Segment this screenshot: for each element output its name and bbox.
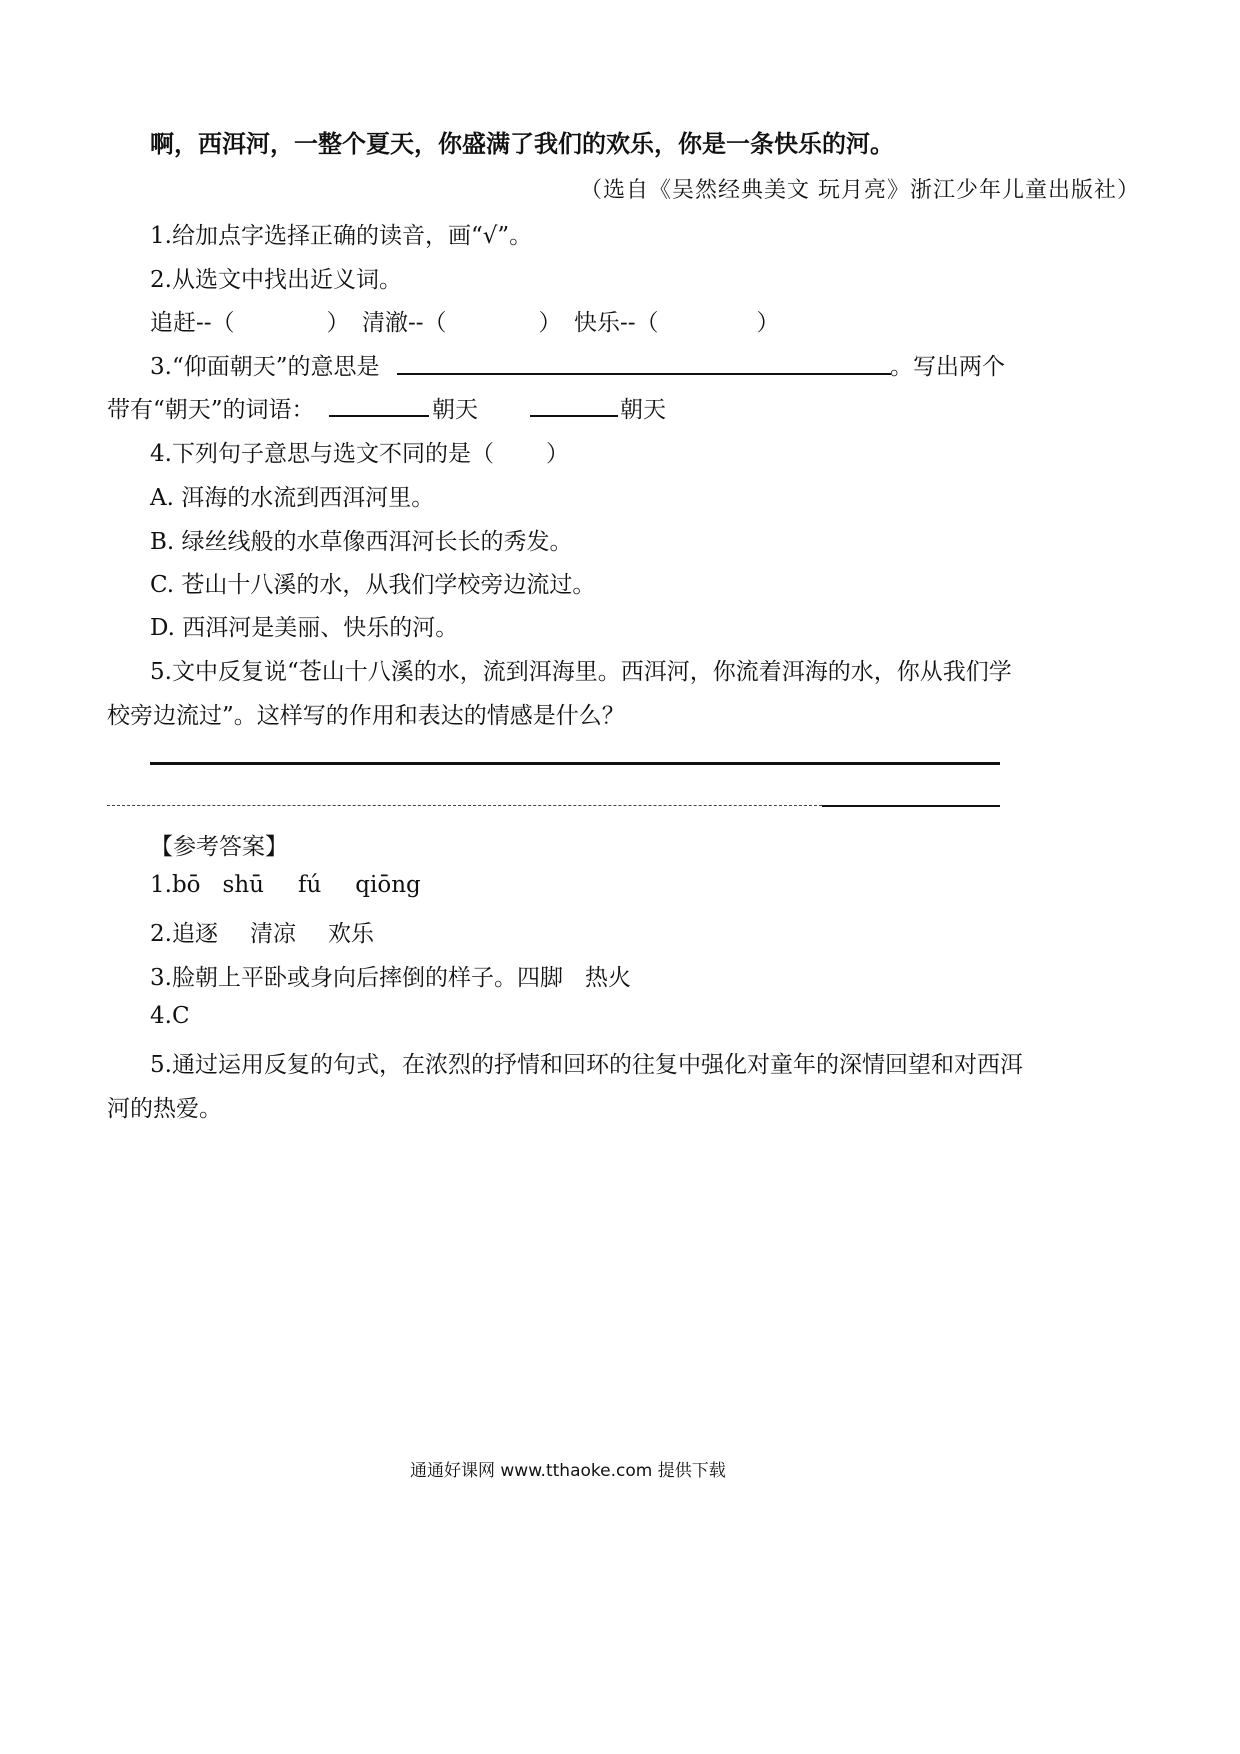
option-b: B. 绿丝线般的水草像西洱河长长的秀发。: [150, 529, 573, 555]
answer-5-line2: 河的热爱。: [107, 1096, 222, 1122]
answer-5-line1: 5.通过运用反复的句式，在浓烈的抒情和回环的往复中强化对童年的深情回望和对西洱: [150, 1052, 1023, 1078]
footer-site-name: 通通好课网: [410, 1461, 495, 1481]
pinyin-3: fú: [297, 872, 322, 898]
chaotian-word-1: 朝天: [432, 397, 478, 423]
question-4: [150, 435, 569, 468]
answer-4: 4.C: [150, 1003, 190, 1029]
question-3-prefix: 3.“仰面朝天”的意思是: [150, 354, 380, 380]
passage-last-line: 啊，西洱河，一整个夏天，你盛满了我们的欢乐，你是一条快乐的河。: [150, 130, 894, 158]
answer-2-word-3: 欢乐: [327, 921, 374, 947]
answer-line-2-solid[interactable]: [822, 805, 1000, 807]
question-5-line2: 校旁边流过”。这样写的作用和表达的情感是什么？: [107, 703, 625, 729]
paren-close: ）: [545, 441, 569, 467]
question-3: [150, 348, 379, 381]
answer-2-word-1: 追逐: [171, 921, 218, 947]
question-3-line2: 带有“朝天”的词语：: [107, 397, 315, 423]
answer-2-word-2: 清凉: [249, 921, 296, 947]
question-2: 2.从选文中找出近义词。: [150, 267, 402, 293]
paren-close: ）: [756, 310, 780, 336]
pinyin-2: shū: [222, 872, 264, 898]
answer-line-2-dashed[interactable]: [107, 805, 822, 806]
answer-1-label: 1.: [150, 872, 172, 898]
chaotian-word-2: 朝天: [620, 397, 666, 423]
answer-2-label: 2.: [150, 921, 172, 947]
footer-url[interactable]: www.tthaoke.com: [500, 1461, 653, 1481]
synonym-item-3: [574, 304, 780, 337]
option-d: D. 西洱河是美丽、快乐的河。: [150, 615, 459, 641]
paren-close: ）: [326, 310, 350, 336]
synonym-word-1: 追赶--（: [150, 310, 235, 336]
option-c: C. 苍山十八溪的水，从我们学校旁边流过。: [150, 572, 596, 598]
question-4-text: 4.下列句子意思与选文不同的是（: [150, 441, 494, 467]
answer-3: [150, 959, 631, 992]
question-5-line1: 5.文中反复说“苍山十八溪的水，流到洱海里。西洱河，你流着洱海的水，你从我们学: [150, 659, 1012, 685]
chaotian-blank-1[interactable]: [329, 389, 429, 417]
answer-3-extra: 热火: [584, 965, 631, 991]
question-1: 1.给加点字选择正确的读音，画“√”。: [150, 223, 533, 249]
answers-heading: 【参考答案】: [150, 834, 288, 860]
question-3-suffix: 。写出两个: [890, 354, 1005, 380]
synonym-word-2: 清澈--（: [362, 310, 447, 336]
answer-1: [150, 872, 421, 898]
pinyin-4: qiōng: [355, 872, 421, 898]
synonym-word-3: 快乐--（: [574, 310, 659, 336]
answer-2: [150, 915, 374, 948]
source-note: （选自《吴然经典美文 玩月亮》浙江少年儿童出版社）: [580, 178, 1140, 203]
footer: [410, 1456, 726, 1481]
pinyin-1: bō: [171, 872, 201, 898]
option-a: A. 洱海的水流到西洱河里。: [150, 485, 435, 511]
paren-close: ）: [538, 310, 562, 336]
synonym-item-2: [362, 304, 562, 337]
chaotian-blank-2[interactable]: [530, 389, 618, 417]
meaning-answer-line[interactable]: [397, 347, 891, 375]
footer-suffix: 提供下载: [657, 1461, 726, 1481]
answer-3-text: 3.脸朝上平卧或身向后摔倒的样子。四脚: [150, 965, 563, 991]
synonym-item-1: [150, 304, 350, 337]
answer-line-1[interactable]: [150, 762, 1000, 765]
